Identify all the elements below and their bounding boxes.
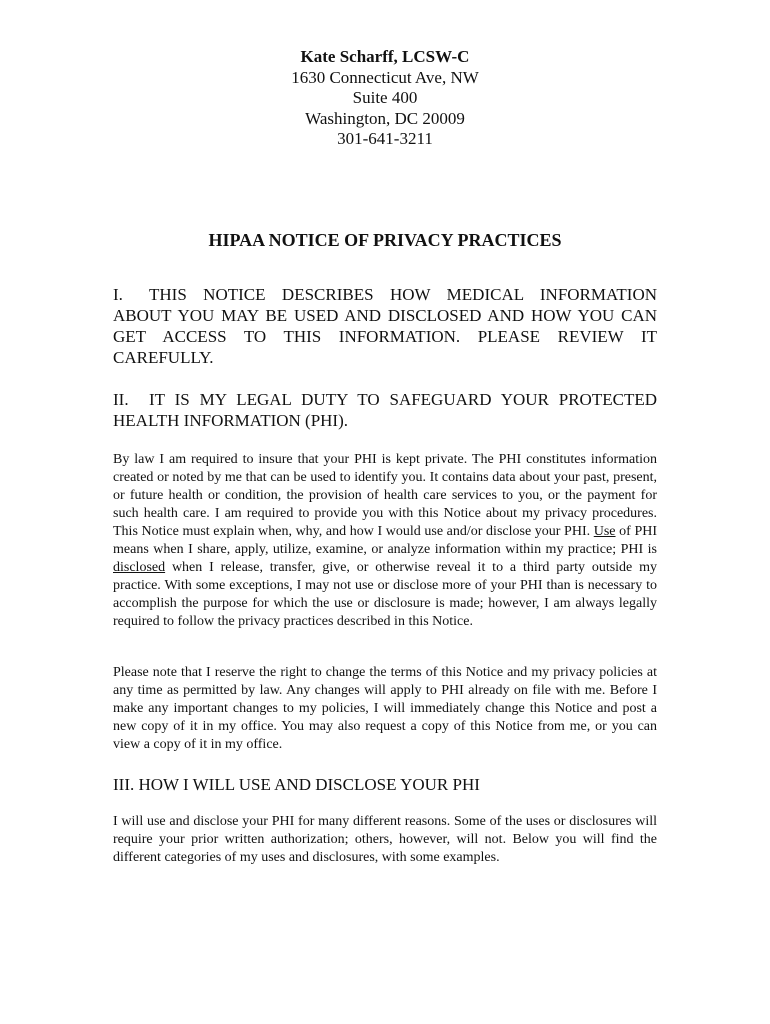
section-3-heading: III. HOW I WILL USE AND DISCLOSE YOUR PHI <box>113 775 480 794</box>
paragraph-1-part-2: of PHI means when I share, apply, utilize, examine, or analyze information within my practice; PHI is <box>113 524 657 557</box>
paragraph-1-part-3: when I release, transfer, give, or otherwise reveal it to a third party outside my practice. With some exceptions, I may not use or disclose more of your PHI than is necessary to accomplish the purpose for which the use or disclosure is made; however, I am always legally required to follow the privacy practices described in this Notice. <box>113 560 657 629</box>
disclosed-term: disclosed <box>113 560 166 575</box>
paragraph-1-part-1: By law I am required to insure that your PHI is kept private. The PHI constitutes information created or noted by me that can be used to identify you. It contains data about your past, present, or future health or condition, the provision of health care services to you, or the payment for such health care. I am required to provide you with this Notice about my privacy procedures. This Notice must explain when, why, and how I would use and/or disclose your PHI. <box>113 452 657 539</box>
address-line-3: Washington, DC 20009 <box>305 108 465 128</box>
letterhead <box>113 47 657 150</box>
phone-number: 301-641-3211 <box>337 129 433 148</box>
paragraph-right-to-change: Please note that I reserve the right to change the terms of this Notice and my privacy policies at any time as permitted by law. Any changes will apply to PHI already on file with me. Before I make any important changes to my policies, I will immediately change this Notice and post a new copy of it in my office. You may also request a copy of this Notice from me, or you can view a copy of it in my office. <box>113 665 657 752</box>
section-1-number: I. <box>113 285 123 304</box>
paragraph-legal-duty <box>113 451 657 631</box>
section-2-heading <box>113 389 657 431</box>
use-term: Use <box>593 524 616 539</box>
practitioner-name: Kate Scharff, LCSW-C <box>300 47 470 66</box>
section-2-number: II. <box>113 390 129 409</box>
address-line-2: Suite 400 <box>352 88 418 107</box>
document-title: HIPAA NOTICE OF PRIVACY PRACTICES <box>208 230 562 250</box>
paragraph-uses-disclosures: I will use and disclose your PHI for many different reasons. Some of the uses or disclosures will require your prior written authorization; others, however, will not. Below you will find the different categories of my uses and disclosures, with some examples. <box>113 814 657 865</box>
address-line-1: 1630 Connecticut Ave, NW <box>291 67 479 87</box>
section-1-text: THIS NOTICE DESCRIBES HOW MEDICAL INFORMATION ABOUT YOU MAY BE USED AND DISCLOSED AND HOW YOU CAN GET ACCESS TO THIS INFORMATION. PLEASE REVIEW IT CAREFULLY. <box>113 285 657 367</box>
section-2-text: IT IS MY LEGAL DUTY TO SAFEGUARD YOUR PROTECTED HEALTH INFORMATION (PHI). <box>113 390 657 430</box>
section-1-heading <box>113 284 657 368</box>
